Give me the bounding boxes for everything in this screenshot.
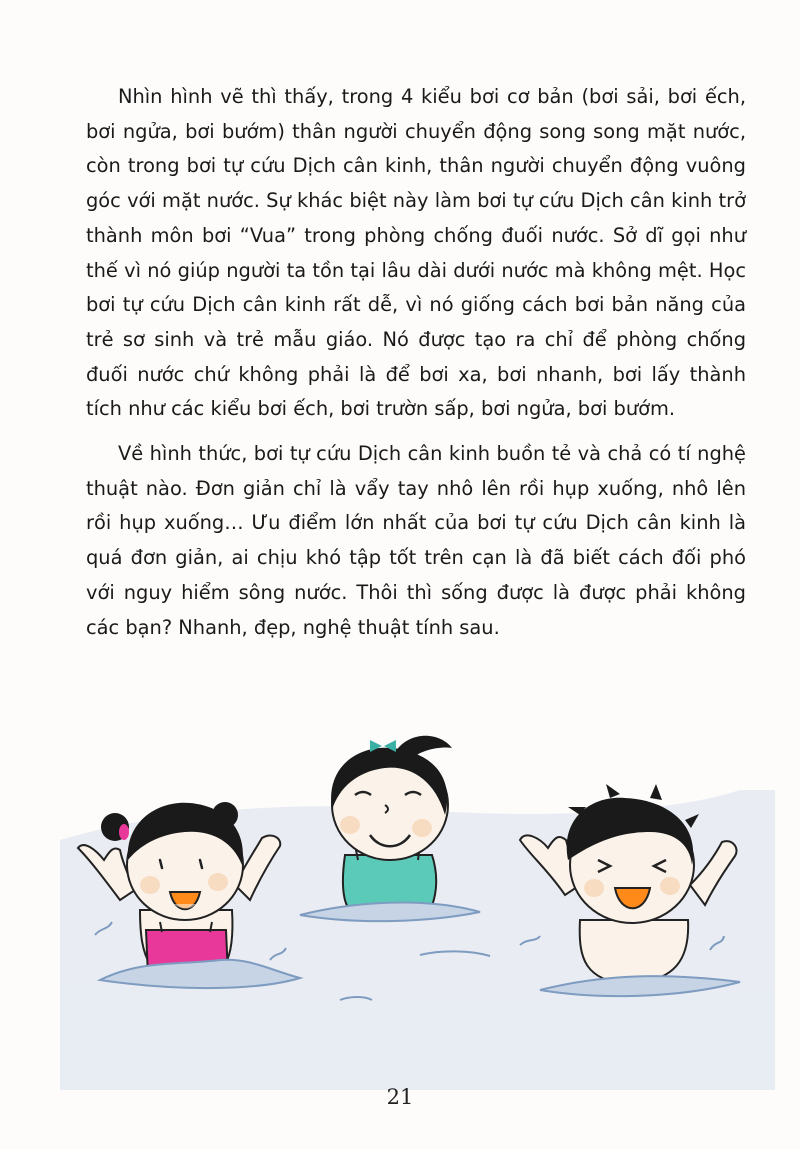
paragraph-1: Nhìn hình vẽ thì thấy, trong 4 kiểu bơi cơ bản (bơi sải, bơi ếch, bơi ngửa, bơi bướm) thân người chuyển động song song mặt nước, còn trong bơi tự cứu Dịch cân kinh, thân người chuyển động vuông góc với mặt nước. Sự khác biệt này làm bơi tự cứu Dịch cân kinh trở thành môn bơi “Vua” trong phòng chống đuối nước. Sở dĩ gọi như thế vì nó giúp người ta tồn tại lâu dài dưới nước mà không mệt. Học bơi tự cứu Dịch cân kinh rất dễ, vì nó giống cách bơi bản năng của trẻ sơ sinh và trẻ mẫu giáo. Nó được tạo ra chỉ để phòng chống đuối nước chứ không phải là để bơi xa, bơi nhanh, bơi lấy thành tích như các kiểu bơi ếch, bơi trườn sấp, bơi ngửa, bơi bướm.	[86, 85, 746, 421]
page-number: 21	[386, 1085, 414, 1109]
paragraph-2: Về hình thức, bơi tự cứu Dịch cân kinh buồn tẻ và chả có tí nghệ thuật nào. Đơn giản chỉ là vẩy tay nhô lên rồi hụp xuống, nhô lên rồi hụp xuống… Ưu điểm lớn nhất của bơi tự cứu Dịch cân kinh là quá đơn giản, ai chịu khó tập tốt trên cạn là đã biết cách đối phó với nguy hiểm sông nước. Thôi thì sống được là được phải không các bạn? Nhanh, đẹp, nghệ thuật tính sau.	[86, 442, 746, 639]
body-text	[86, 80, 746, 655]
swimming-children-illustration	[0, 660, 800, 1090]
girl-teal-swimsuit	[331, 736, 452, 910]
